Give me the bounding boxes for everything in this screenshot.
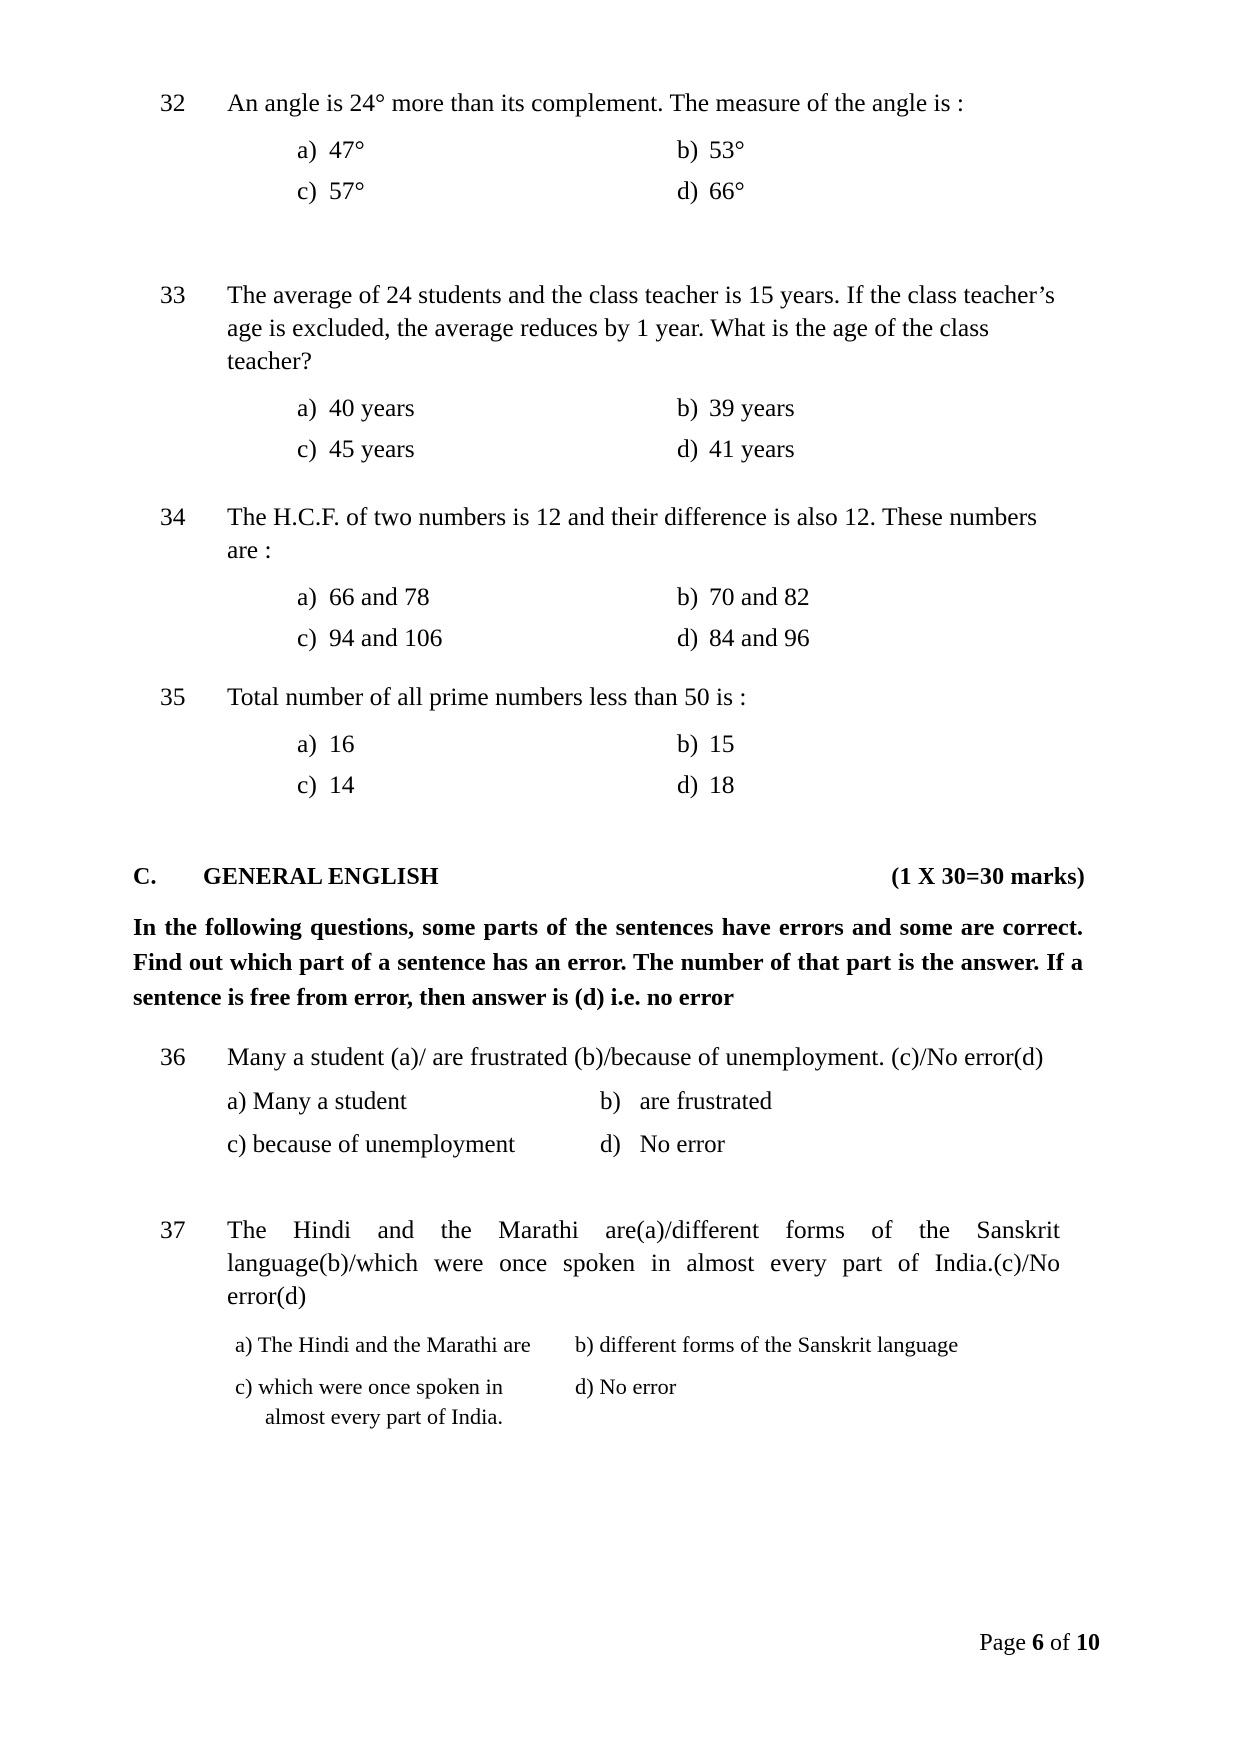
option-text: 94 and 106 [329, 623, 443, 652]
question-number: 32 [160, 88, 186, 117]
question-row [160, 680, 1060, 713]
option-row [227, 432, 1060, 465]
question-row [160, 500, 1060, 566]
option-label: a) [297, 582, 317, 611]
question-number: 33 [160, 280, 186, 309]
question-text: An angle is 24° more than its complement. The measure of the angle is : [227, 88, 964, 117]
question-block-33 [160, 278, 1060, 473]
option-text: 45 years [329, 434, 415, 463]
option-d[interactable] [677, 174, 1077, 207]
option-label: c) [297, 176, 317, 205]
option-text: are frustrated [639, 1088, 773, 1115]
options-grid [160, 391, 1060, 465]
option-a[interactable] [227, 133, 677, 166]
option-row [227, 174, 1060, 207]
option-b[interactable] [677, 580, 1077, 613]
question-row [160, 1040, 1060, 1073]
option-c[interactable] [235, 1372, 575, 1432]
option-row [227, 727, 1060, 760]
question-number: 34 [160, 502, 186, 531]
option-label: b) [677, 393, 699, 422]
option-b[interactable] [600, 1085, 1020, 1118]
option-a[interactable] [227, 1085, 600, 1118]
option-text: No error [639, 1131, 725, 1158]
page-footer [0, 1628, 1100, 1658]
question-number: 36 [160, 1042, 186, 1071]
option-d[interactable] [677, 768, 1077, 801]
question-text: Many a student (a)/ are frustrated (b)/because of unemployment. (c)/No error(d) [227, 1042, 1044, 1071]
option-label-text: c) [235, 1374, 253, 1399]
option-text: because of unemployment [252, 1131, 516, 1158]
option-text: 53° [709, 135, 745, 164]
option-a[interactable] [235, 1330, 575, 1360]
option-row [227, 621, 1060, 654]
option-label: b) [677, 582, 699, 611]
footer-total-pages: 10 [1076, 1630, 1100, 1656]
option-text-continuation: almost every part of India. [265, 1404, 504, 1429]
option-text: which were once spoken in [258, 1374, 504, 1399]
option-c[interactable] [227, 1128, 600, 1161]
options-grid [160, 580, 1060, 654]
question-block-35 [160, 680, 1060, 809]
option-label: c) [297, 434, 317, 463]
option-b[interactable] [677, 133, 1077, 166]
section-instructions: In the following questions, some parts of the sentences have errors and some are correct. Find out which part of a sentence has an error. The number of that part is the answer. If a sentence is free from error, then answer is (d) i.e. no error [133, 914, 1083, 1011]
option-text: 57° [329, 176, 365, 205]
option-label: b) [677, 729, 699, 758]
question-row [160, 278, 1060, 377]
option-c[interactable] [227, 621, 677, 654]
option-c[interactable] [227, 768, 677, 801]
option-a[interactable] [227, 727, 677, 760]
option-label: a) [297, 729, 317, 758]
footer-prefix: Page [979, 1630, 1032, 1656]
option-row [227, 391, 1060, 424]
option-label-text: c) [227, 1131, 247, 1158]
option-a[interactable] [227, 580, 677, 613]
section-marks: (1 X 30=30 marks) [891, 864, 1085, 890]
option-text: 47° [329, 135, 365, 164]
option-row [235, 1330, 1060, 1360]
option-text: 14 [329, 770, 355, 799]
option-text: 66° [709, 176, 745, 205]
question-row [160, 86, 1060, 119]
option-text: 41 years [709, 434, 795, 463]
option-row [227, 580, 1060, 613]
section-heading [133, 862, 1085, 892]
option-d[interactable] [600, 1128, 1020, 1161]
option-b[interactable] [677, 727, 1077, 760]
option-label: a) [297, 135, 317, 164]
question-text: The H.C.F. of two numbers is 12 and their difference is also 12. These numbers are : [227, 502, 1038, 564]
question-block-36 [160, 1040, 1060, 1171]
option-text: different forms of the Sanskrit language [599, 1332, 959, 1357]
section-letter: C. [133, 864, 157, 890]
option-label-text: b) [575, 1332, 594, 1357]
footer-page-number: 6 [1032, 1630, 1044, 1656]
option-b[interactable] [575, 1330, 1045, 1360]
option-label-text: b) [600, 1088, 621, 1115]
option-d[interactable] [575, 1372, 1045, 1432]
option-d[interactable] [677, 432, 1077, 465]
option-label: b) [677, 135, 699, 164]
options-grid [160, 133, 1060, 207]
question-row [160, 1213, 1060, 1312]
option-text: The Hindi and the Marathi are [257, 1332, 531, 1357]
option-text: 70 and 82 [709, 582, 810, 611]
option-label-text: d) [600, 1131, 621, 1158]
option-text: No error [599, 1374, 677, 1399]
option-label-text: a) [227, 1088, 247, 1115]
option-text: 66 and 78 [329, 582, 430, 611]
option-d[interactable] [677, 621, 1077, 654]
option-text: 18 [709, 770, 735, 799]
section-title: GENERAL ENGLISH [203, 864, 439, 890]
option-b[interactable] [677, 391, 1077, 424]
options-grid [160, 1085, 1060, 1161]
option-row [227, 768, 1060, 801]
option-label: d) [677, 176, 699, 205]
question-number: 35 [160, 682, 186, 711]
question-text: The average of 24 students and the class teacher is 15 years. If the class teacher’s age is excluded, the average reduces by 1 year. What is the age of the class teacher? [227, 280, 1055, 375]
question-number: 37 [160, 1215, 186, 1244]
option-c[interactable] [227, 432, 677, 465]
question-block-34 [160, 500, 1060, 662]
footer-middle: of [1044, 1630, 1076, 1656]
option-text: 40 years [329, 393, 415, 422]
option-label: d) [677, 434, 699, 463]
question-block-37 [160, 1213, 1060, 1444]
option-label: c) [297, 770, 317, 799]
option-text: 15 [709, 729, 735, 758]
option-a[interactable] [227, 391, 677, 424]
option-row [235, 1372, 1060, 1432]
option-text: Many a student [252, 1088, 407, 1115]
question-block-32 [160, 86, 1060, 215]
option-row [227, 133, 1060, 166]
question-text: The Hindi and the Marathi are(a)/different forms of the Sanskrit language(b)/which were once spoken in almost every part of India.(c)/No error(d) [227, 1215, 1060, 1310]
option-label-text: d) [575, 1374, 594, 1399]
option-label-text: a) [235, 1332, 253, 1357]
option-row [227, 1128, 1060, 1161]
option-text: 39 years [709, 393, 795, 422]
option-row [227, 1085, 1060, 1118]
option-text: 84 and 96 [709, 623, 810, 652]
options-grid [160, 727, 1060, 801]
option-c[interactable] [227, 174, 677, 207]
option-text: 16 [329, 729, 355, 758]
option-label: c) [297, 623, 317, 652]
option-label: a) [297, 393, 317, 422]
option-label: d) [677, 770, 699, 799]
option-label: d) [677, 623, 699, 652]
question-text: Total number of all prime numbers less than 50 is : [227, 682, 747, 711]
options-grid [160, 1330, 1060, 1432]
